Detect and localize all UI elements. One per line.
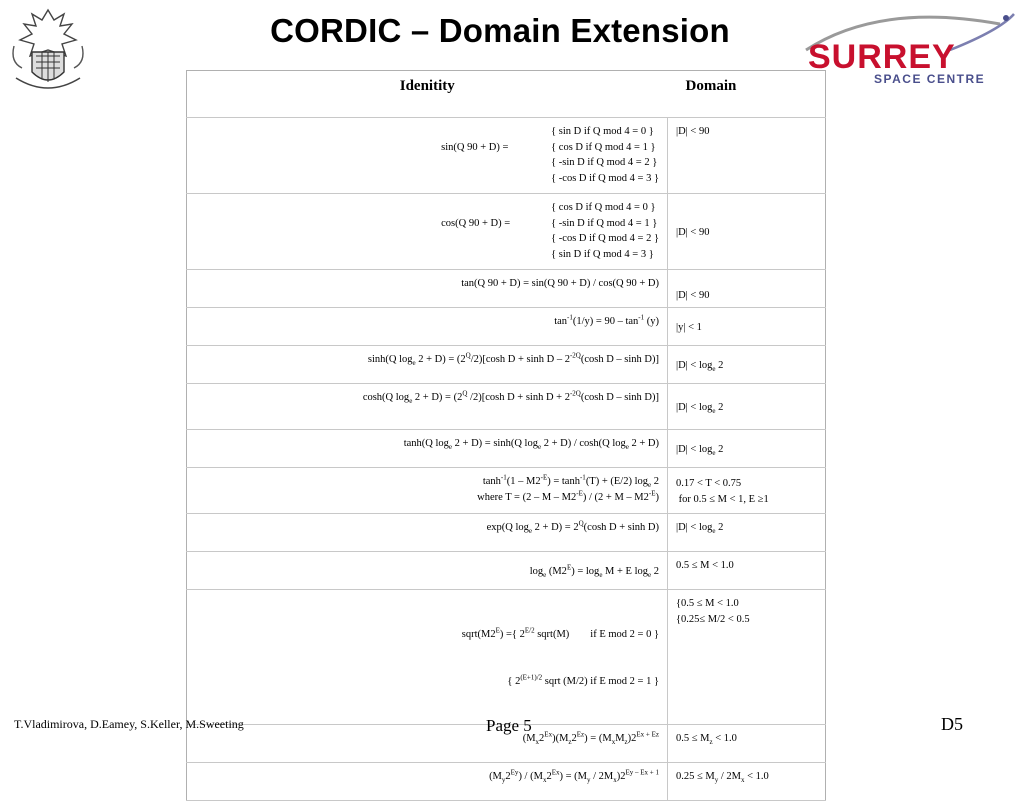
case-line: { cos D if Q mod 4 = 0 } bbox=[551, 202, 656, 213]
logo-wordmark: SURREY bbox=[808, 38, 956, 76]
footer-page-number: Page 5 bbox=[486, 716, 532, 735]
identity-cell: $\log_e (M2^E) = \log_e M + E$ $\log_e 2$ bbox=[187, 552, 668, 590]
domain-text: {0.5 ≤ M < 1.0 bbox=[676, 598, 739, 609]
domain-cell bbox=[668, 270, 826, 308]
identity-cell bbox=[187, 194, 668, 270]
identity-cell: $\tan^{-1}(1/y) = 90 - \tan^{-1} (y)$ bbox=[187, 308, 668, 346]
identity-cell: tanh(Q $\log_e 2 + D) = \sinh(Q$ $\log_e 2 + D) / \cosh(Q$ $\log_e 2 + D$) bbox=[187, 430, 668, 468]
table-row bbox=[187, 194, 826, 270]
table-row bbox=[187, 384, 826, 430]
case-line: { cos D if Q mod 4 = 1 } bbox=[551, 141, 656, 153]
identity-cell: exp(Q $\log_e 2 + D) = 2^Q(\cosh$ D + sinh D) bbox=[187, 514, 668, 552]
table-row bbox=[187, 552, 826, 590]
slide-title: CORDIC – Domain Extension bbox=[270, 12, 730, 49]
domain-cell: $0.5 \le M_z < 1.0$ bbox=[668, 725, 826, 763]
case-line: { sin D if Q mod 4 = 3 } bbox=[551, 248, 654, 260]
domain-cell: $0.25 \le M_y / 2M_x < 1.0$ bbox=[668, 763, 826, 801]
case-line: { -cos D if Q mod 4 = 2 } bbox=[551, 233, 659, 244]
table-row bbox=[187, 763, 826, 801]
case-line: { -sin D if Q mod 4 = 1 } bbox=[551, 217, 658, 229]
table-row bbox=[187, 346, 826, 384]
table-row bbox=[187, 118, 826, 194]
domain-text: 0.17 < T < 0.75 bbox=[676, 478, 742, 489]
domain-text: for 0.5 ≤ M < 1, E ≥1 bbox=[676, 493, 769, 505]
case-line: { sin D if Q mod 4 = 0 } bbox=[551, 126, 654, 137]
column-header-identity: Idenitity bbox=[187, 71, 668, 118]
table-row bbox=[187, 270, 826, 308]
case-line: { -cos D if Q mod 4 = 3 } bbox=[551, 172, 659, 184]
domain-cell: $|D| < \log_e 2$ bbox=[668, 430, 826, 468]
case-list bbox=[441, 124, 659, 186]
identity-cell: $\tanh^{-1}(1 - M2^{-E}) = \tanh^{-1}(T) + (E/2)$ $\log_e 2$ where $T = (2 - M - M2^{-E}) / (2 + M - M2^{-E})$ bbox=[187, 468, 668, 514]
identity-cell: tan(Q 90 + D) = sin(Q 90 + D) / cos(Q 90 + D) bbox=[187, 270, 668, 308]
identity-cell: $(M_x2^{Ex})(M_z2^{Ez}) = (M_xM_z)2^{Ex + Ez}$ bbox=[187, 725, 668, 763]
identity-cell: sinh(Q $\log_e 2 + D) = (2^Q/2)[\cosh$ $D + \sinh D - 2^{-2Q}(\cosh$ D – sinh D)] bbox=[187, 346, 668, 384]
footer-slide-id: D5 bbox=[941, 714, 963, 734]
identity-lhs: sin(Q 90 + D) = bbox=[441, 141, 509, 153]
surrey-space-centre-logo bbox=[800, 10, 1024, 90]
identity-cell: $(M_y2^{Ey}) / (M_x2^{Ex}) = (M_y / 2M_x)2^{Ey - Ex + 1}$ bbox=[187, 763, 668, 801]
table-header-row bbox=[187, 71, 826, 118]
domain-cell: 0.5 ≤ M < 1.0 bbox=[668, 552, 826, 590]
table-row bbox=[187, 590, 826, 725]
table-row bbox=[187, 308, 826, 346]
domain-text: |D| < 90 bbox=[676, 289, 710, 301]
university-crest-logo bbox=[6, 6, 90, 94]
domain-cell: $|D| < \log_e 2$ bbox=[668, 514, 826, 552]
identity-domain-table bbox=[186, 70, 826, 801]
case-list bbox=[441, 200, 659, 262]
domain-cell bbox=[668, 590, 826, 725]
domain-cell: $|D| < \log_e 2$ bbox=[668, 346, 826, 384]
domain-text: {0.25≤ M/2 < 0.5 bbox=[676, 613, 750, 625]
domain-cell: |D| < 90 bbox=[668, 118, 826, 194]
table-row bbox=[187, 468, 826, 514]
table-row bbox=[187, 430, 826, 468]
domain-cell bbox=[668, 308, 826, 346]
identity-cell: cosh(Q $\log_e 2 + D) = (2^Q$ /2)[cosh $D + \sinh D + 2^{-2Q}(\cosh$ D – sinh D)] bbox=[187, 384, 668, 430]
domain-cell bbox=[668, 468, 826, 514]
case-line: { -sin D if Q mod 4 = 2 } bbox=[551, 157, 658, 168]
domain-cell bbox=[668, 194, 826, 270]
domain-text: |D| < 90 bbox=[676, 226, 710, 238]
identity-lhs: cos(Q 90 + D) = bbox=[441, 217, 511, 229]
footer-authors: T.Vladimirova, D.Eamey, S.Keller, M.Sweeting bbox=[14, 717, 244, 731]
table-row bbox=[187, 514, 826, 552]
identity-cell bbox=[187, 118, 668, 194]
domain-cell: $|D| < \log_e 2$ bbox=[668, 384, 826, 430]
column-header-domain: Domain bbox=[668, 71, 826, 118]
domain-text: |y| < 1 bbox=[676, 321, 702, 333]
logo-subtitle: SPACE CENTRE bbox=[874, 72, 986, 86]
identity-cell: $sqrt(M2^E)$ ={ $2^{E/2}$ sqrt(M) if E mod 2 = 0 } { $2^{(E+1)/2}$ sqrt (M/2) if E mod 2 = 1 } bbox=[187, 590, 668, 725]
